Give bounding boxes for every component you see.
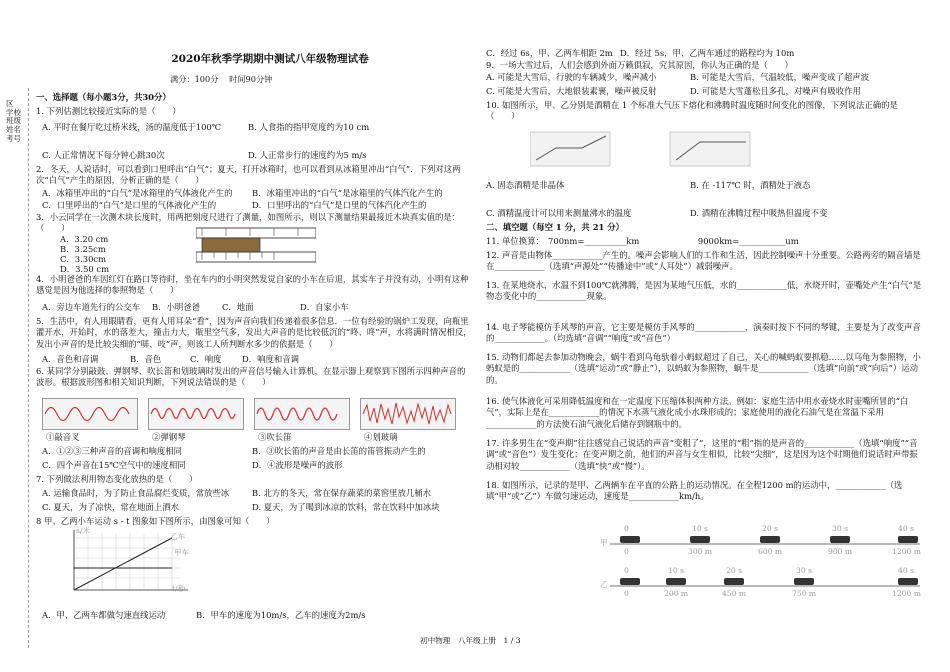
q5: 5．生活中，有人用眼睛看，更有人用耳朵“看”，因为声音向我们传递着很多信息．一位有经验的锅炉工发现，向瓶里灌开水，开始时，水的落差大，撞击力大，瓶里空气多，发出大声音的是比较低沉的“咚、咚”声，水将满时情况相反，发出小声音的是比较尖细的“哢、吱”声，则该工人所判断水多少的依据是（ ） (36, 316, 472, 349)
graph-x-label: t/秒 (172, 584, 186, 593)
q7-option-a: A. 运输食品时，为了防止食品腐烂变质，常放些冰 (42, 488, 230, 498)
q6-label-3: ③吹长笛 (258, 432, 292, 442)
q3-option-c: C．3.30cm (60, 254, 107, 264)
q10-option-b: B. 在 -117℃ 时，酒精处于液态 (690, 180, 811, 190)
car-yi-time: 20 s (726, 566, 742, 575)
q6-option-d: D．④波形是噪声的波形 (252, 460, 343, 470)
q15: 15. 动物们都起去参加动物晚会，蜗牛看到乌龟驮着小蚂蚁超过了自己，关心的喊蚂蚁要抓稳……以乌龟为参照物，小蚂蚁是的____________（选填“运动”或“静止”），以蚂蚁为参照物，蜗牛是____________（选填“向前”或“向后”）运动的。 (486, 352, 921, 385)
q6: 6. 某同学分别敲鼓、弹钢琴、吹长笛和划玻璃时发出的声音信号输入计算机，在显示器上观察到下图所示四种声音的波形。根据波形图和相关知识判断，下列说法错误的是（ ） (36, 366, 466, 388)
q9: 9．一场大雪过后，人们会感到外面万籁俱寂，究其原因，你认为正确的是（ ） (486, 60, 793, 70)
waveform-glass (360, 398, 456, 430)
q9-option-d: D. 可能是大雪蓬松且多孔，对噪声有吸收作用 (690, 86, 861, 96)
graph-jia-label: 乙车 (170, 532, 186, 541)
q2: 2．冬天，人说话时，可以看到口里呼出“白气”；夏天，打开冰箱时，也可以看到从冰箱里冲出“白气”．下列对这两次“白气”产生的原因，分析正确的是（ ） (36, 164, 461, 186)
q3-option-b: B．3.25cm (60, 244, 106, 254)
q4-option-c: C．地面 (222, 302, 254, 312)
car-yi-dist: 0 (624, 589, 629, 598)
q8-option-a: A．甲、乙两车都做匀速直线运动 (42, 610, 166, 620)
q5-option-c: C．响度 (190, 354, 222, 364)
q1-option-b: B. 人食指的指甲宽度约为10 cm (248, 122, 370, 132)
graph-y-label: s/米 (76, 526, 91, 535)
q18: 18. 如图所示，记录的是甲、乙两辆车在平直的公路上的运动情况。在全程1200 m的运动中，____________（选填“甲”或“乙”）车做匀速运动，速度是____________km/h。 (486, 480, 903, 502)
binding-line (28, 88, 29, 648)
q8-option-c: C．经过 6s，甲、乙两车相距 2m (486, 48, 613, 58)
car-jia-dist: 900 m (828, 547, 853, 556)
sidebar-label: 班级 (6, 116, 21, 126)
q1: 1. 下列估测比较接近实际的是（ ） (36, 106, 181, 116)
q7-option-c: C. 夏天，为了凉快，常在地面上洒水 (42, 502, 180, 512)
car-jia-dist: 300 m (688, 547, 713, 556)
section1-heading: 一、选择题（每小题3分，共30分） (36, 92, 171, 102)
car-jia-time: 30 s (832, 524, 848, 533)
waveform-figures (42, 398, 462, 430)
car-yi-dist: 750 m (792, 589, 817, 598)
q6-option-a: A．①②③三种声音的音调和响度相同 (42, 446, 183, 456)
car-row-yi-label: 乙 (600, 580, 608, 589)
q2-option-b: B．冰箱里冲出的“白气”是冰箱里的气体汽化产生的 (252, 188, 443, 198)
q4-option-a: A．旁边车道先行的公交车 (42, 302, 141, 312)
q17: 17. 许多男生在“变声期”往往感觉自己说话的声音“变粗了”，这里的“粗”指的是声音的____________（选填“响度”“音调”或“音色”）发生变化；在变声期之前，他们的声音与女生相似，比较“尖细”，这是因为这个时期他们说话时声带振动相对较____________（选填“快”或“慢”）。 (486, 438, 918, 471)
car-motion-figure (600, 524, 930, 604)
q3: 3．小云同学在一次测木块长度时，用两把刻度尺进行了测量，如图所示，则以下测量结果最接近木块真实值的是：（ ） (36, 212, 461, 234)
q10-option-d: D. 酒精在沸腾过程中吸热但温度不变 (690, 208, 828, 218)
q7-option-b: B. 北方的冬天，常在保存蔬菜的菜窖里放几桶水 (252, 488, 431, 498)
q9-option-b: B. 可能是大雪后，气温较低，噪声变成了超声波 (690, 72, 869, 82)
q6-label-4: ④划玻璃 (364, 432, 398, 442)
car-yi-dist: 1200 m (892, 589, 921, 598)
q6-option-c: C．四个声音在15℃空气中的速度相同 (42, 460, 186, 470)
q5-option-b: B．音色 (130, 354, 162, 364)
ruler-figure (196, 226, 316, 266)
sidebar-info (6, 100, 24, 143)
q8-option-d: D．经过 5s，甲、乙两车通过的路程均为 10m (620, 48, 795, 58)
q8: 8 甲、乙两小车运动 s - t 图象如下图所示，由图象可知（ ） (36, 516, 275, 526)
q9-option-a: A. 可能是大雪后，行驶的车辆减少，噪声减小 (486, 72, 657, 82)
q6-label-2: ②弹钢琴 (152, 432, 186, 442)
car-yi-time: 0 (624, 566, 629, 575)
q5-option-d: D．响度和音调 (242, 354, 299, 364)
car-jia-time: 10 s (692, 524, 708, 533)
q6-option-b: B．③吹长笛的声音是由长笛的笛管振动产生的 (252, 446, 426, 456)
q7: 7. 下列做法利用物态变化放热的是（ ） (36, 474, 198, 484)
q10-option-a: A. 固态酒精是非晶体 (486, 180, 565, 190)
q13: 13. 在某地烧水，水温不到100℃就沸腾，是因为某地气压低，水的____________低，水烧开时，壶嘴处产生“白气”是物态变化中的____________现象。 (486, 280, 922, 302)
waveform-piano (148, 398, 244, 430)
q8-option-b: B．甲车的速度为10m/s，乙车的速度为2m/s (196, 610, 366, 620)
q2-option-d: D．口里呼出的“白气”是口里的气体汽化产生的 (252, 200, 427, 210)
car-yi-time: 30 s (796, 566, 812, 575)
alcohol-graphs (530, 130, 780, 170)
car-row-jia-label: 甲 (600, 538, 608, 547)
q7-option-d: D. 夏天，为了喝到冰凉的饮料，常在饮料中加冰块 (252, 502, 440, 512)
page-title: 2020年秋季学期期中测试八年级物理试卷 (171, 53, 369, 65)
page-footer: 初中物理 八年级上册 1 / 3 (420, 636, 521, 645)
car-jia-dist: 1200 m (892, 547, 921, 556)
q3-option-a: A．3.20 cm (60, 234, 109, 244)
q2-option-c: C．口里呼出的“白气”是口里的气体液化产生的 (42, 200, 217, 210)
car-yi-dist: 450 m (722, 589, 747, 598)
sidebar-label: 区 (6, 99, 14, 108)
car-jia-dist: 0 (624, 547, 629, 556)
car-tracks (600, 524, 930, 604)
q11: 11. 单位换算： 700nm=__________km 9000km=___________um (486, 236, 799, 246)
sidebar-label: 学校 (6, 107, 21, 117)
q4: 4．小明爸爸的车因红灯在路口等待时，坐在车内的小明突然发觉自家的小车在后退，其实车子并没有动，小明有这种感觉是因为他选择的参照物是（ ） (36, 274, 469, 296)
car-jia-dist: 600 m (758, 547, 783, 556)
q1-option-c: C. 人正常情况下每分钟心跳30次 (42, 150, 165, 160)
graph-yi-label: 甲车 (174, 548, 190, 557)
car-yi-time: 10 s (668, 566, 684, 575)
q1-option-d: D. 人正常步行的速度约为5 m/s (248, 150, 367, 160)
q1-option-a: A. 平时在餐厅吃过桥米线，汤的温度低于100℃ (42, 122, 222, 132)
q4-option-d: D．自家小车 (300, 302, 349, 312)
q16: 16. 使气体液化可采用降低温度和在一定温度下压缩体积两种方法。例如：家庭生活中用水壶烧水时壶嘴所冒的“白气”，实际上是在____________的情况下水蒸气液化成小水珠形成的；家庭使用的液化石油气是在常温下采用____________的方法使石油气液化后储存到钢瓶中的。 (486, 396, 909, 429)
car-yi-dist: 200 m (664, 589, 689, 598)
waveform-tuning-fork (42, 398, 138, 430)
q12: 12. 声音是由物体____________产生的。噪声会影响人们的工作和生活，因此控制噪声十分重要。公路两旁的隔音墙是在____________（选填“声源处”“传播途中”或“人耳处”）减弱噪声。 (486, 250, 921, 272)
q2-option-a: A．冰箱里冲出的“白气”是冰箱里的气体液化产生的 (42, 188, 233, 198)
q5-option-a: A．音色和音调 (42, 354, 99, 364)
q14: 14. 电子琴能模仿手风琴的声音，它主要是模仿手风琴的____________，演奏时按下不同的琴键，主要是为了改变声音的____________。（均选填“音调”“响度”或“音色”） (486, 322, 921, 344)
q10: 10. 如图所示，甲、乙分别是酒精在 1 个标准大气压下熔化和沸腾时温度随时间变化的图像，下列说法正确的是（ ） (486, 100, 898, 122)
q9-option-c: C. 可能是大雪后，大地银装素裹，噪声被反射 (486, 86, 657, 96)
car-jia-time: 0 (624, 524, 629, 533)
q3-option-d: D．3.50 cm (60, 264, 110, 274)
q6-label-1: ①敲音叉 (46, 432, 80, 442)
car-jia-time: 40 s (898, 524, 914, 533)
sidebar-label: 考号 (6, 133, 21, 143)
waveform-flute (254, 398, 350, 430)
score-line: 满分：100分 时间90分钟 (170, 74, 273, 84)
q10-option-c: C. 酒精温度计可以用来测量沸水的温度 (486, 208, 632, 218)
section2-heading: 二、填空题（每空 1 分，共 21 分） (486, 222, 625, 232)
car-jia-time: 20 s (762, 524, 778, 533)
car-yi-time: 40 s (898, 566, 914, 575)
sidebar-label: 姓名 (6, 124, 21, 134)
q4-option-b: B．小明爸爸 (152, 302, 201, 312)
